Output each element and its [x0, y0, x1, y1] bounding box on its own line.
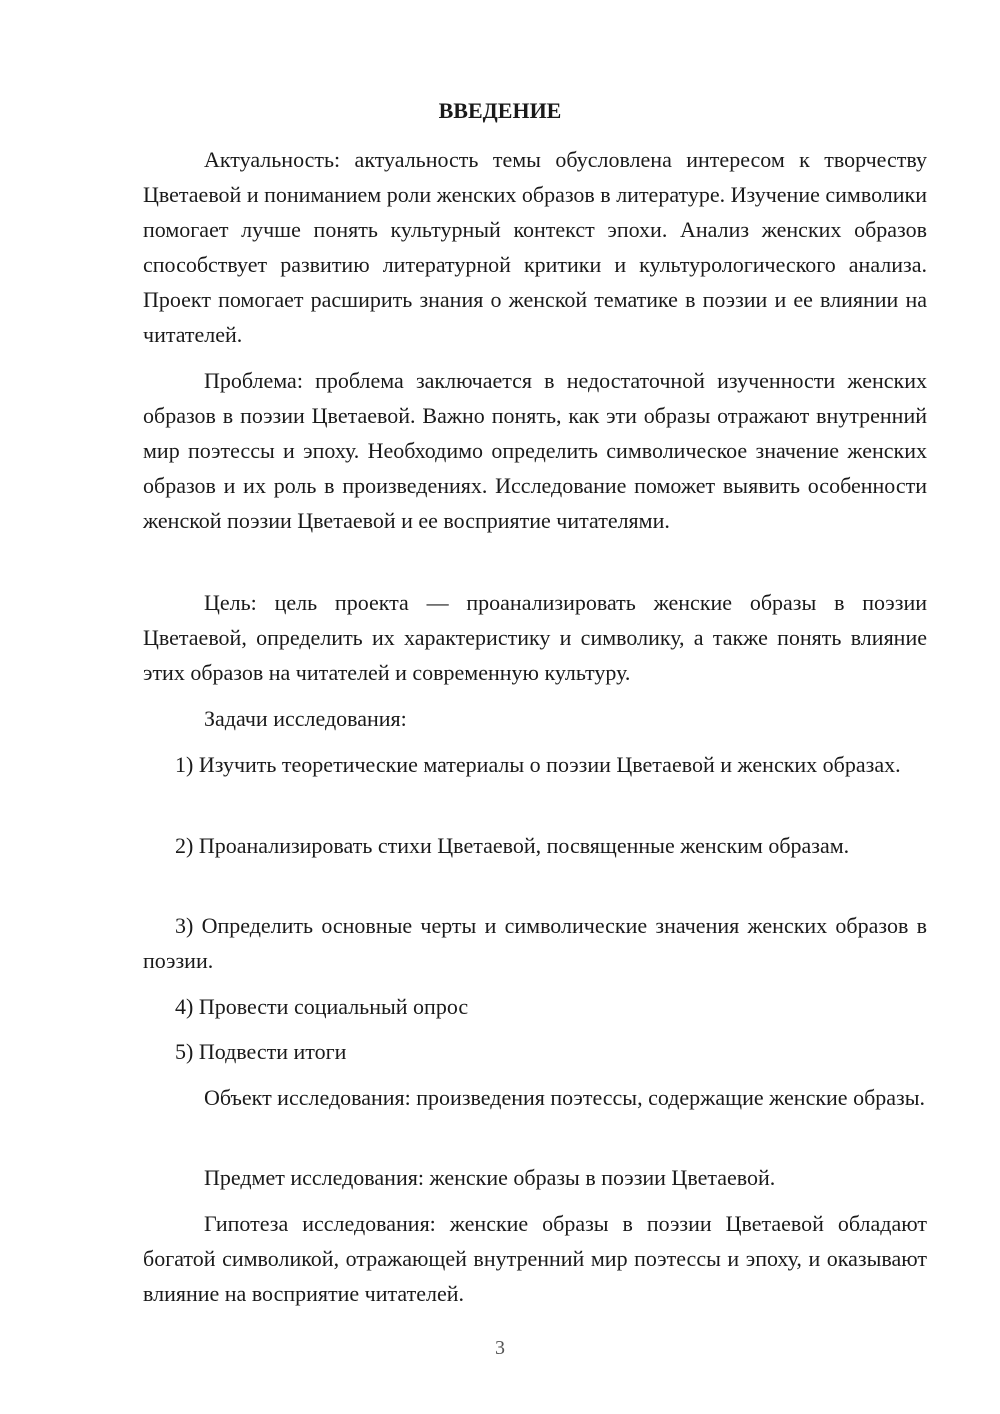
task-item-3: 3) Определить основные черты и символические значения женских образов в поэзии.	[143, 913, 927, 973]
hypothesis-paragraph: Гипотеза исследования: женские образы в поэзии Цветаевой обладают богатой символикой, отражающей внутренний мир поэтессы и эпоху, и оказывают влияние на восприятие читателей.	[143, 1211, 927, 1306]
object-paragraph: Объект исследования: произведения поэтессы, содержащие женские образы.	[204, 1085, 925, 1110]
task-item-1: 1) Изучить теоретические материалы о поэзии Цветаевой и женских образах.	[175, 752, 901, 777]
task-item-4: 4) Провести социальный опрос	[175, 994, 469, 1019]
relevance-paragraph: Актуальность: актуальность темы обусловлена интересом к творчеству Цветаевой и пониманием роли женских образов в литературе. Изучение символики помогает лучше понять культурный контекст эпохи. Анализ женских образов способствует развитию литературной критики и культурологического анализа. Проект помогает расширить знания о женской тематике в поэзии и ее влиянии на читателей.	[143, 147, 927, 347]
subject-paragraph: Предмет исследования: женские образы в поэзии Цветаевой.	[204, 1165, 776, 1190]
page-number: 3	[495, 1337, 505, 1359]
goal-paragraph: Цель: цель проекта — проанализировать женские образы в поэзии Цветаевой, определить их характеристику и символику, а также понять влияние этих образов на читателей и современную культуру.	[143, 590, 927, 685]
page-heading: ВВЕДЕНИЕ	[438, 98, 562, 123]
task-item-5: 5) Подвести итоги	[175, 1039, 347, 1064]
task-item-2: 2) Проанализировать стихи Цветаевой, посвященные женским образам.	[175, 833, 850, 858]
problem-paragraph: Проблема: проблема заключается в недостаточной изученности женских образов в поэзии Цветаевой. Важно понять, как эти образы отражают внутренний мир поэтессы и эпоху. Необходимо определить символическое значение женских образов и их роль в произведениях. Исследование поможет выявить особенности женской поэзии Цветаевой и ее восприятие читателями.	[143, 368, 927, 533]
tasks-label: Задачи исследования:	[204, 706, 407, 731]
